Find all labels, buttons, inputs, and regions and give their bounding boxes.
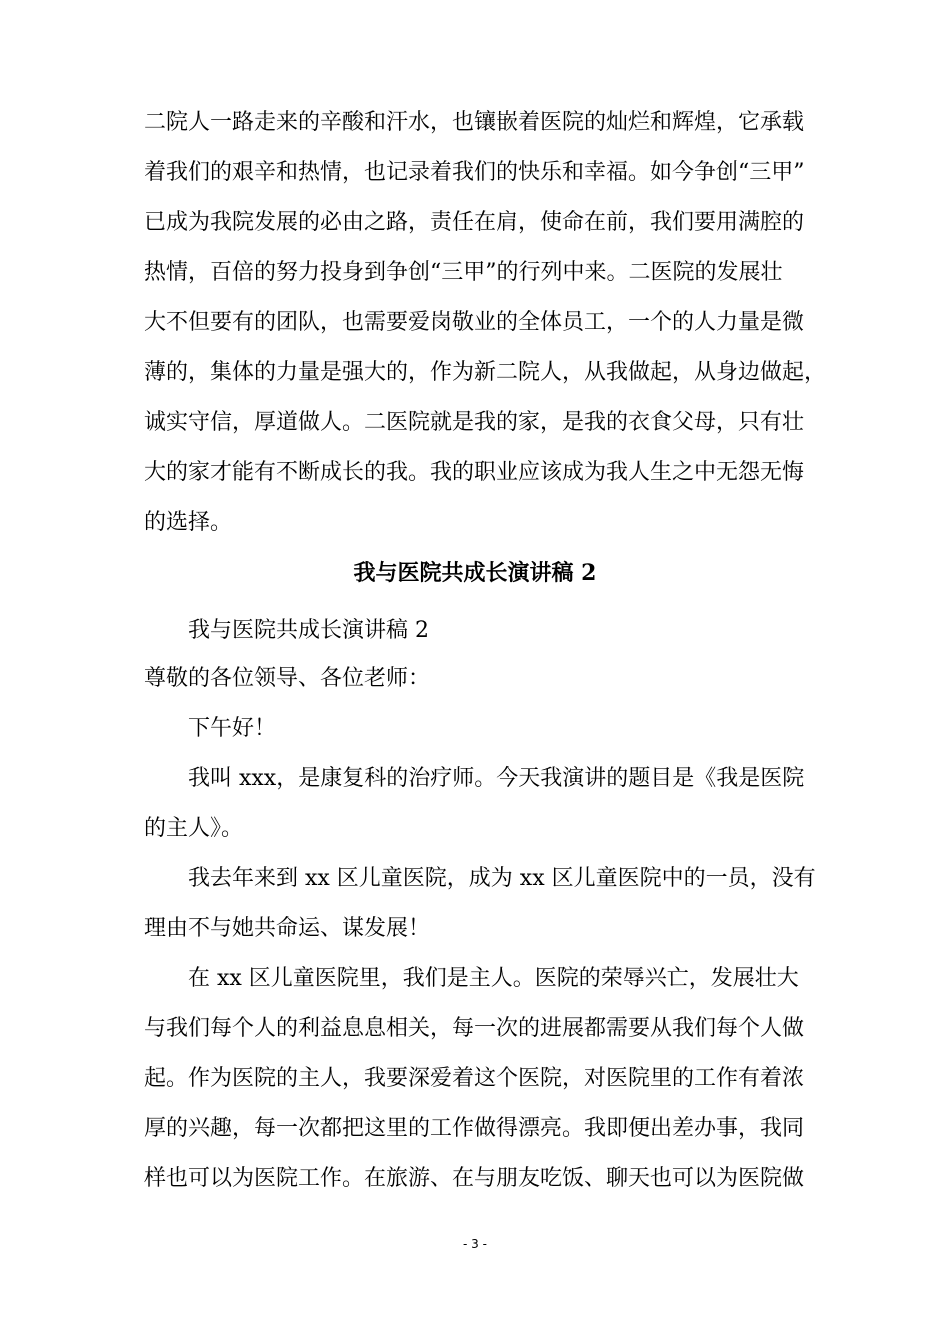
- paragraph-line: 理由不与她共命运、谋发展！: [144, 916, 431, 941]
- paragraph-line: 与我们每个人的利益息息相关，每一次的进展都需要从我们每个人做: [144, 1016, 805, 1041]
- paragraph-line: 热情，百倍的努力投身到争创“三甲”的行列中来。二医院的发展壮: [144, 260, 783, 285]
- greeting-line: 下午好！: [188, 716, 277, 741]
- paragraph-line: 薄的，集体的力量是强大的，作为新二院人，从我做起，从身边做起，: [144, 360, 827, 385]
- paragraph-line: 在 xx 区儿童医院里，我们是主人。医院的荣辱兴亡，发展壮大: [188, 966, 799, 991]
- paragraph-line: 厚的兴趣，每一次都把这里的工作做得漂亮。我即便出差办事，我同: [144, 1116, 805, 1141]
- paragraph-line: 大不但要有的团队，也需要爱岗敬业的全体员工，一个的人力量是微: [144, 310, 805, 335]
- paragraph-line: 大的家才能有不断成长的我。我的职业应该成为我人生之中无怨无悔: [144, 460, 805, 485]
- paragraph-line: 起。作为医院的主人，我要深爱着这个医院，对医院里的工作有着浓: [144, 1066, 805, 1091]
- paragraph-line: 着我们的艰辛和热情，也记录着我们的快乐和幸福。如今争创“三甲”: [144, 160, 805, 185]
- paragraph-line: 我与医院共成长演讲稿 2: [188, 618, 429, 643]
- paragraph-line: 二院人一路走来的辛酸和汗水，也镶嵌着医院的灿烂和辉煌，它承载: [144, 110, 805, 135]
- paragraph-line: 的选择。: [144, 510, 233, 535]
- section-heading: 我与医院共成长演讲稿 2: [353, 560, 597, 586]
- salutation-line: 尊敬的各位领导、各位老师：: [144, 666, 431, 691]
- paragraph-line: 我去年来到 xx 区儿童医院，成为 xx 区儿童医院中的一员，没有: [188, 866, 816, 891]
- paragraph-line: 诚实守信，厚道做人。二医院就是我的家，是我的衣食父母，只有壮: [144, 410, 805, 435]
- paragraph-line: 的主人》。: [144, 816, 244, 841]
- page-number: - 3 -: [463, 1237, 487, 1251]
- paragraph-line: 我叫 xxx，是康复科的治疗师。今天我演讲的题目是《我是医院: [188, 766, 805, 791]
- paragraph-line: 已成为我院发展的必由之路，责任在肩，使命在前，我们要用满腔的: [144, 210, 805, 235]
- paragraph-line: 样也可以为医院工作。在旅游、在与朋友吃饭、聊天也可以为医院做: [144, 1166, 805, 1191]
